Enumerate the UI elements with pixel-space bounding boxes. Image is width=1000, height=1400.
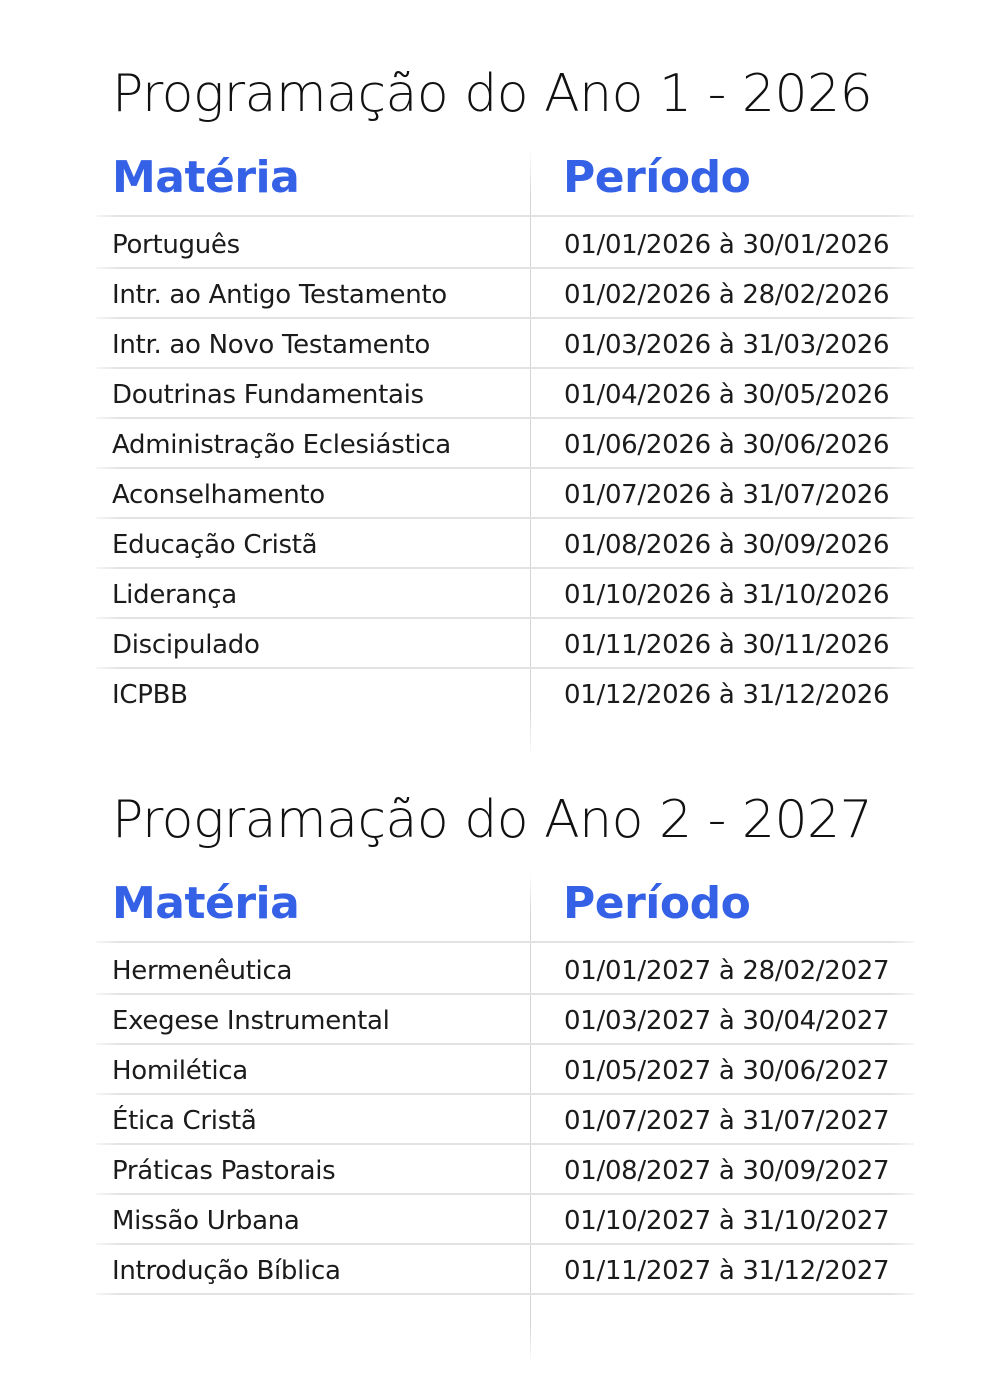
table-row (0, 1044, 1000, 1094)
period-cell: 01/07/2026 à 31/07/2026 (564, 480, 890, 510)
table-row (0, 1244, 1000, 1294)
row-divider (96, 367, 914, 369)
row-divider (96, 517, 914, 519)
table-row (0, 618, 1000, 668)
row-divider (96, 667, 914, 669)
table-header (0, 148, 1000, 216)
row-divider (96, 417, 914, 419)
period-cell: 01/11/2027 à 31/12/2027 (564, 1256, 890, 1286)
table-row (0, 944, 1000, 994)
subject-cell: Hermenêutica (112, 956, 293, 986)
subject-cell: Ética Cristã (112, 1106, 257, 1136)
table-row (0, 1094, 1000, 1144)
period-cell: 01/05/2027 à 30/06/2027 (564, 1056, 890, 1086)
subject-cell: Doutrinas Fundamentais (112, 380, 424, 410)
period-cell: 01/10/2026 à 31/10/2026 (564, 580, 890, 610)
table-row (0, 468, 1000, 518)
period-cell: 01/01/2026 à 30/01/2026 (564, 230, 890, 260)
period-cell: 01/11/2026 à 30/11/2026 (564, 630, 890, 660)
section-title: Programação do Ano 1 - 2026 (112, 64, 873, 124)
row-divider (96, 267, 914, 269)
row-divider (96, 1243, 914, 1245)
row-divider (96, 467, 914, 469)
subject-cell: Educação Cristã (112, 530, 318, 560)
subject-cell: Intr. ao Novo Testamento (112, 330, 431, 360)
header-divider (96, 215, 914, 217)
table-header (0, 874, 1000, 942)
table-row (0, 318, 1000, 368)
row-divider (96, 567, 914, 569)
header-subject: Matéria (112, 152, 300, 203)
table-row (0, 368, 1000, 418)
row-divider (96, 617, 914, 619)
period-cell: 01/02/2026 à 28/02/2026 (564, 280, 890, 310)
subject-cell: Homilética (112, 1056, 248, 1086)
header-subject: Matéria (112, 878, 300, 929)
subject-cell: Exegese Instrumental (112, 1006, 390, 1036)
period-cell: 01/03/2027 à 30/04/2027 (564, 1006, 890, 1036)
row-divider (96, 1293, 914, 1295)
row-divider (96, 1143, 914, 1145)
header-divider (96, 941, 914, 943)
header-period: Período (563, 152, 751, 203)
header-period: Período (563, 878, 751, 929)
subject-cell: Aconselhamento (112, 480, 325, 510)
section-title: Programação do Ano 2 - 2027 (112, 790, 873, 850)
period-cell: 01/01/2027 à 28/02/2027 (564, 956, 890, 986)
subject-cell: ICPBB (112, 680, 188, 710)
period-cell: 01/04/2026 à 30/05/2026 (564, 380, 890, 410)
table-row (0, 268, 1000, 318)
subject-cell: Português (112, 230, 240, 260)
table-row (0, 1144, 1000, 1194)
period-cell: 01/03/2026 à 31/03/2026 (564, 330, 890, 360)
table-row (0, 518, 1000, 568)
row-divider (96, 1043, 914, 1045)
subject-cell: Introdução Bíblica (112, 1256, 341, 1286)
row-divider (96, 993, 914, 995)
subject-cell: Missão Urbana (112, 1206, 300, 1236)
row-divider (96, 317, 914, 319)
subject-cell: Práticas Pastorais (112, 1156, 336, 1186)
table-row (0, 218, 1000, 268)
subject-cell: Administração Eclesiástica (112, 430, 451, 460)
subject-cell: Intr. ao Antigo Testamento (112, 280, 447, 310)
table-row (0, 1194, 1000, 1244)
table-row (0, 568, 1000, 618)
subject-cell: Discipulado (112, 630, 260, 660)
table-row (0, 994, 1000, 1044)
period-cell: 01/08/2027 à 30/09/2027 (564, 1156, 890, 1186)
period-cell: 01/08/2026 à 30/09/2026 (564, 530, 890, 560)
period-cell: 01/12/2026 à 31/12/2026 (564, 680, 890, 710)
period-cell: 01/10/2027 à 31/10/2027 (564, 1206, 890, 1236)
row-divider (96, 1193, 914, 1195)
row-divider (96, 1093, 914, 1095)
table-row (0, 668, 1000, 718)
period-cell: 01/06/2026 à 30/06/2026 (564, 430, 890, 460)
subject-cell: Liderança (112, 580, 237, 610)
table-row (0, 418, 1000, 468)
period-cell: 01/07/2027 à 31/07/2027 (564, 1106, 890, 1136)
